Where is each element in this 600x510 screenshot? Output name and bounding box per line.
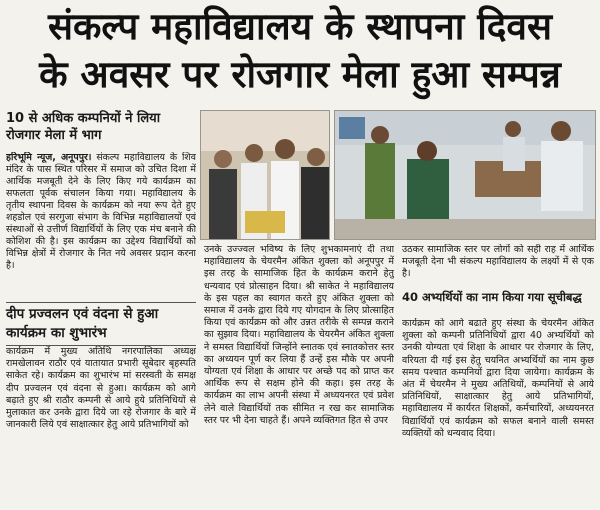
headline-line-2: के अवसर पर रोजगार मेला हुआ सम्पन्न [39, 53, 561, 96]
article-column-2: उनके उज्ज्वल भविष्य के लिए शुभकामनाएं दी तथा महाविद्यालय के चेयरमैन अंकित शुक्ला को अनूपपुर में इस तरह के सामाजिक हित के कार्यक्रम कराने हेतु धन्यवाद एवं प्रोत्साहन दिया। श्री साकेत ने महाविद्यालय के इस पहल का स्वागत करते हुए अंकित शुक्ला को समाज में उनके द्वारा दिये गए योगदान के लिए प्रोत्साहित किया एवं कार्यक्रम को और उन्नत तरीके से सम्पन्न कराने का सुझाव दिया। महाविद्यालय के चेयरमैन अंकित शुक्ला ने समस्त विद्यार्थियों जिन्होंने स्नातक एवं स्नातकोत्तर स्तर का अध्ययन पूर्ण कर लिया हैं उन्हें इस मौके पर अपनी योग्यता एवं शिक्षा के आधार पर अच्छे पद को प्राप्त कर आर्थिक रूप से सक्षम होने की कहा। इस तरह के कार्यक्रम का लाभ अपनी संस्था में अध्ययनरत एवं प्रवेश लेने वाले विद्यार्थियों तक सीमित न रख कर सामाजिक स्तर पर भी देना चाहते हैं। अपने व्यक्तिगत हित से उपर [204, 244, 394, 426]
headline [0, 0, 600, 100]
photo-interview-tables [335, 111, 596, 240]
dateline: हरिभूमि न्यूज, अनूपपुर। [6, 152, 92, 163]
headline-line-1: संकल्प महाविद्यालय के स्थापना दिवस [47, 5, 553, 48]
article-intro [6, 152, 196, 296]
subheading-companies: 10 से अधिक कम्पनियों ने लिया रोजगार मेला में भाग [6, 111, 161, 143]
article-column-1: कार्यक्रम में मुख्य अतिथि नगरपालिका अध्यक्ष रामखेलावन राठौर एवं यातायात प्रभारी सूबेदार बृहस्पति साकेत रहे। कार्यक्रम का शुभारंभ मां सरस्वती के समक्ष दीप प्रज्वलन एवं वंदना से हुआ। कार्यक्रम को आगे बढ़ाते हुए श्री राठौर कम्पनी से आये हुये प्रतिनिधियों से मुलाकात कर उनके द्वारा दिये जा रहे रोजगार के बारे में जानकारी लिये एवं साक्षात्कार हेतु आये प्रतिभागियों को [6, 346, 196, 431]
subheading-rule-top [6, 302, 196, 303]
event-photo-2 [334, 110, 596, 240]
photo-people-lamp-lighting [201, 111, 330, 240]
subheading-inauguration-text: दीप प्रज्वलन एवं वंदना से हुआ कार्यक्रम का शुभारंभ [6, 306, 159, 341]
article-column-4: कार्यक्रम को आगे बढाते हुए संस्था के चेयरमैन अंकित शुक्ला को कम्पनी प्रतिनिधियों द्वारा 40 अभ्यर्थियों को उनकी योग्यता एवं शिक्षा के आधार पर रोजगार के लिए, वरियता दी गई इस हेतु चयनित अभ्यर्थियों का नाम कुछ समय पश्चात कम्पनियों द्वारा दिया जायेगा। कार्यक्रम के अंत में चेयरमैन ने मुख्य अतिथियों, कम्पनियों से आये प्रतिनिधियों, साक्षात्कार हेतु आये प्रतिभागियों, महाविद्यालय में कार्यरत शिक्षकों, कर्मचारियों, अध्ययनरत विद्यार्थियों एवं कार्यक्रम को सफल बनाने वाली समस्त व्यक्तियों को धन्यवाद दिया। [402, 318, 594, 439]
event-photo-1 [200, 110, 330, 240]
subheading-shortlist: 40 अभ्यर्थियों का नाम किया गया सूचीबद्ध [402, 290, 582, 304]
intro-text: संकल्प महाविद्यालय के शिव मंदिर के पास स्थित परिसर में समाज को उचित दिशा में आर्थिक मजबूती देने के लिए किए गये कार्यक्रम का सफलता पूर्वक संचालन किया गया। महाविद्यालय के तृतीय स्थापना दिवस के कार्यक्रम को नया रूप देते हुए शहडोल एवं सरगुजा संभाग के विभिन्न महाविद्यालयों एवं संस्थाओं से उत्तीर्ण विद्यार्थियों के लिए एक मंच बनाने की कोशिश की है। इस कार्यक्रम का उद्देश्य विद्यार्थियों को विभिन्न क्षेत्रों में रोजगार के नित नये अवसर प्रदान करना है। [6, 152, 196, 271]
article-column-3: उठकर सामाजिक स्तर पर लोगों को सही राह में आर्थिक मजबूती देना भी संकल्प महाविद्यालय के लक्ष्यों में से एक है। [402, 244, 594, 280]
subheading-inauguration [6, 300, 196, 348]
